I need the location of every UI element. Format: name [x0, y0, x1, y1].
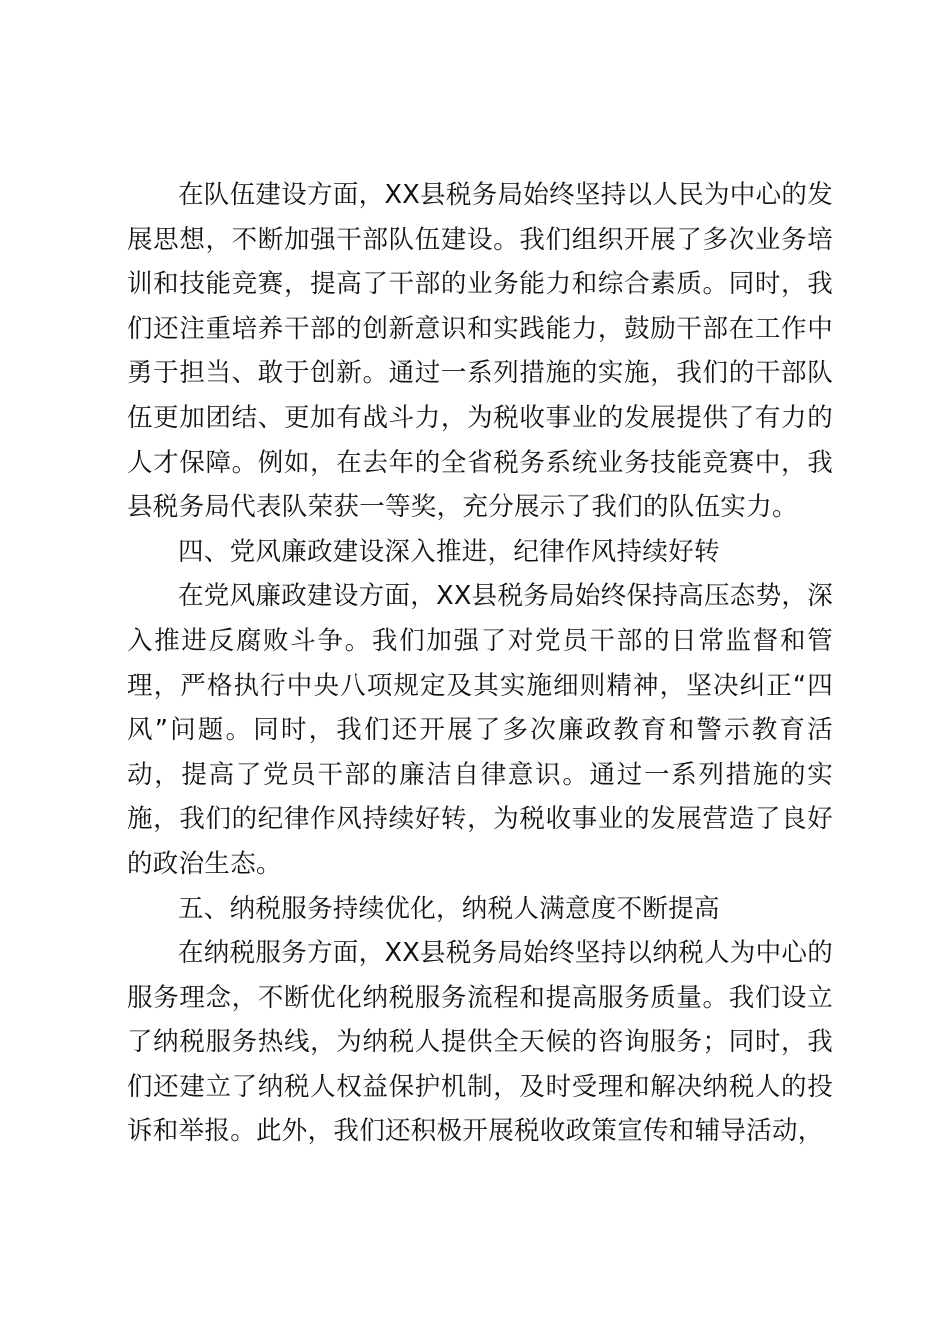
paragraph-taxpayer-service: 在纳税服务方面，XX县税务局始终坚持以纳税人为中心的服务理念，不断优化纳税服务流程和提高服务质量。我们设立了纳税服务热线，为纳税人提供全天候的咨询服务；同时，我们还建立了纳税人权益保护机制，及时受理和解决纳税人的投诉和举报。此外，我们还积极开展税收政策宣传和辅导活动， — [127, 938, 833, 1147]
paragraph-team-building: 在队伍建设方面，XX县税务局始终坚持以人民为中心的发展思想，不断加强干部队伍建设。我们组织开展了多次业务培训和技能竞赛，提高了干部的业务能力和综合素质。同时，我们还注重培养干部的创新意识和实践能力，鼓励干部在工作中勇于担当、敢于创新。通过一系列措施的实施，我们的干部队伍更加团结、更加有战斗力，为税收事业的发展提供了有力的人才保障。例如，在去年的全省税务系统业务技能竞赛中，我县税务局代表队荣获一等奖，充分展示了我们的队伍实力。 — [127, 180, 833, 523]
paragraph-integrity: 在党风廉政建设方面，XX县税务局始终保持高压态势，深入推进反腐败斗争。我们加强了对党员干部的日常监督和管理，严格执行中央八项规定及其实施细则精神，坚决纠正“四风”问题。同时，我们还开展了多次廉政教育和警示教育活动，提高了党员干部的廉洁自律意识。通过一系列措施的实施，我们的纪律作风持续好转，为税收事业的发展营造了良好的政治生态。 — [127, 581, 833, 879]
section-heading-4: 四、党风廉政建设深入推进，纪律作风持续好转 — [178, 536, 720, 567]
document-body — [127, 173, 833, 1154]
section-heading-5: 五、纳税服务持续优化，纳税人满意度不断提高 — [178, 893, 720, 924]
